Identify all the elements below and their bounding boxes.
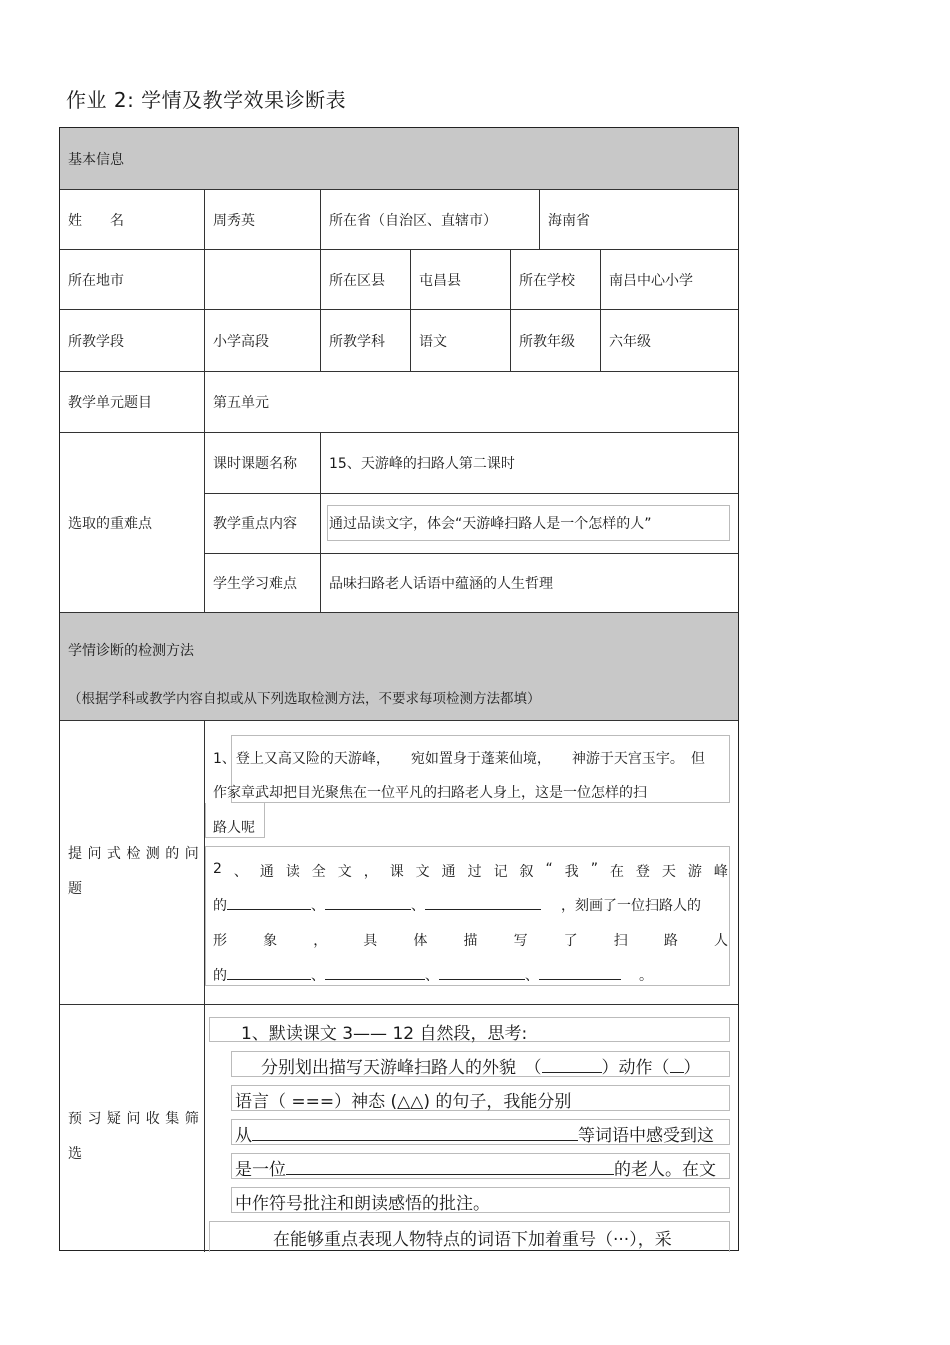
q2-line3-char: 人 [713,933,728,949]
blank-words[interactable] [252,1125,578,1141]
p7: 在能够重点表现人物特点的词语下加着重号（···），采 [273,1230,672,1250]
province-label: 所在省（自治区、直辖市） [321,190,540,249]
page-title: 作业 2: 学情及教学效果诊断表 [66,88,347,112]
blank-4[interactable] [227,965,311,980]
focus-block [60,433,738,613]
school-label: 所在学校 [511,250,601,309]
blank-appearance[interactable] [542,1057,602,1073]
q2-line3-char: 具 [363,933,378,949]
q2-line3-char: 路 [663,933,678,949]
city-row [60,250,738,310]
q2-line2 [213,895,701,915]
p5-a: 是一位 [235,1160,286,1180]
diagnosis-title: 学情诊断的检测方法 [68,643,194,659]
stage-value: 小学高段 [205,310,321,371]
diagnosis-table [59,127,739,1251]
name-row [60,190,738,250]
basic-info-header: 基本信息 [68,151,124,168]
questions-label-cell [60,721,205,1004]
lesson-row [205,433,738,494]
questions-label-line1: 提 问 式 检 测 的 问 [68,846,200,862]
questions-label-line2: 题 [68,881,82,897]
p4-b: 等词语中感受到这 [578,1126,714,1146]
q2-line4-sep3: 、 [525,968,539,984]
q2-line1-char: 我 [564,864,579,880]
q2-line1-char: 全 [311,864,326,880]
q2-line1-char: 、 [233,864,248,880]
p5-b: 的老人。在文 [614,1160,716,1180]
unit-label: 教学单元题目 [60,372,205,432]
q2-line1-char: 在 [609,864,624,880]
lesson-value: 15、天游峰的扫路人第二课时 [329,456,515,472]
q2-line1 [213,861,728,881]
p5 [235,1155,716,1180]
focus-label: 选取的重难点 [60,433,205,612]
preview-row [60,1005,738,1252]
q2-line1-char: 2 [213,861,222,877]
stage-row [60,310,738,372]
name-label: 姓 名 [60,190,205,249]
q2-line2-suffix: ，刻画了一位扫路人的 [561,898,701,914]
p3: 语言（ ===）神态 (△△) 的句子，我能分别 [235,1092,572,1112]
questions-row [60,721,738,1005]
q2-line1-char: 课 [389,864,404,880]
q2-line3-char: 写 [513,933,528,949]
q2-line1-char: 登 [635,864,650,880]
blank-1[interactable] [227,895,311,910]
q2-line1-char: 过 [467,864,482,880]
grade-value: 六年级 [609,333,651,350]
stage-label: 所教学段 [60,310,205,371]
diagnosis-note: （根据学科或教学内容自拟或从下列选取检测方法，不要求每项检测方法都填） [68,691,541,707]
q2-line3 [213,930,728,950]
q2-line3-char: 了 [563,933,578,949]
key-row [205,493,738,554]
p6: 中作符号批注和朗读感悟的批注。 [235,1194,490,1214]
blank-3[interactable] [425,895,541,910]
q2-line4 [213,965,653,985]
q2-line1-char: 文 [337,864,352,880]
q1-line2: 作家章武却把目光聚焦在一位平凡的扫路老人身上，这是一位怎样的扫 [213,785,647,801]
difficulty-row [205,553,738,613]
q2-line3-char: ， [313,933,328,949]
city-value [205,250,321,309]
preview-label-cell [60,1005,205,1252]
q2-line1-char: 文 [415,864,430,880]
q2-line2-sep2: 、 [411,898,425,914]
county-value: 屯昌县 [411,250,511,309]
p1: 1、默读课文 3—— 12 自然段，思考: [241,1024,528,1044]
difficulty-label: 学生学习难点 [205,553,321,613]
province-value: 海南省 [548,212,590,229]
city-label: 所在地市 [60,250,205,309]
county-label: 所在区县 [321,250,411,309]
key-cell [321,493,738,553]
q2-line3-char: 扫 [613,933,628,949]
q1-line1: 1、登上又高又险的天游峰， 宛如置身于蓬莱仙境， 神游于天宫玉宇。 但 [213,751,705,767]
q2-line3-char: 体 [413,933,428,949]
unit-row [60,372,738,433]
lesson-label: 课时课题名称 [205,433,321,493]
p4-a: 从 [235,1126,252,1146]
blank-6[interactable] [439,965,525,980]
diagnosis-header-row [60,613,738,721]
q2-line1-char: ， [363,864,378,880]
questions-content [205,721,738,1004]
blank-5[interactable] [325,965,425,980]
q2-line4-sep1: 、 [311,968,325,984]
q2-line2-sep1: 、 [311,898,325,914]
basic-info-header-row [60,128,738,190]
blank-7[interactable] [539,965,621,980]
q2-line4-suffix: 。 [639,968,653,984]
q2-line1-char: 游 [687,864,702,880]
preview-content [205,1005,738,1252]
q2-line2-prefix: 的 [213,898,227,914]
q1-line3: 路人呢 [213,820,255,836]
q2-line4-sep2: 、 [425,968,439,984]
blank-action[interactable] [670,1057,684,1073]
preview-label-line1: 预 习 疑 问 收 集 筛 [68,1111,200,1127]
q2-line1-char: 天 [661,864,676,880]
p4 [235,1121,714,1146]
subject-label: 所教学科 [321,310,411,371]
q2-line1-char: 峰 [713,864,728,880]
p2-a: 分别划出描写天游峰扫路人的外貌 （ [261,1058,542,1078]
difficulty-value: 品味扫路老人话语中蕴涵的人生哲理 [329,576,553,592]
school-value: 南吕中心小学 [609,272,693,289]
q2-line1-char: 通 [259,864,274,880]
q2-line3-char: 象 [263,933,278,949]
preview-label-line2: 选 [68,1146,82,1162]
q2-line1-char: “ [545,861,553,877]
blank-old-man[interactable] [286,1159,614,1175]
q2-line1-char: ” [590,861,598,877]
q2-line1-char: 记 [493,864,508,880]
q2-line3-char: 描 [463,933,478,949]
q2-line1-char: 叙 [519,864,534,880]
grade-label: 所教年级 [511,310,601,371]
key-label: 教学重点内容 [205,493,321,553]
key-value: 通过品读文字，体会“天游峰扫路人是一个怎样的人” [329,516,652,532]
q2-line1-char: 通 [441,864,456,880]
name-value: 周秀英 [205,190,321,249]
q2-line3-char: 形 [213,933,227,949]
q2-line4-prefix: 的 [213,968,227,984]
subject-value: 语文 [411,310,511,371]
blank-2[interactable] [325,895,411,910]
p2 [261,1053,701,1078]
p2-c: ） [683,1058,701,1078]
q2-line1-char: 读 [285,864,300,880]
unit-value: 第五单元 [213,395,269,411]
p2-b: ）动作（ [601,1058,670,1078]
